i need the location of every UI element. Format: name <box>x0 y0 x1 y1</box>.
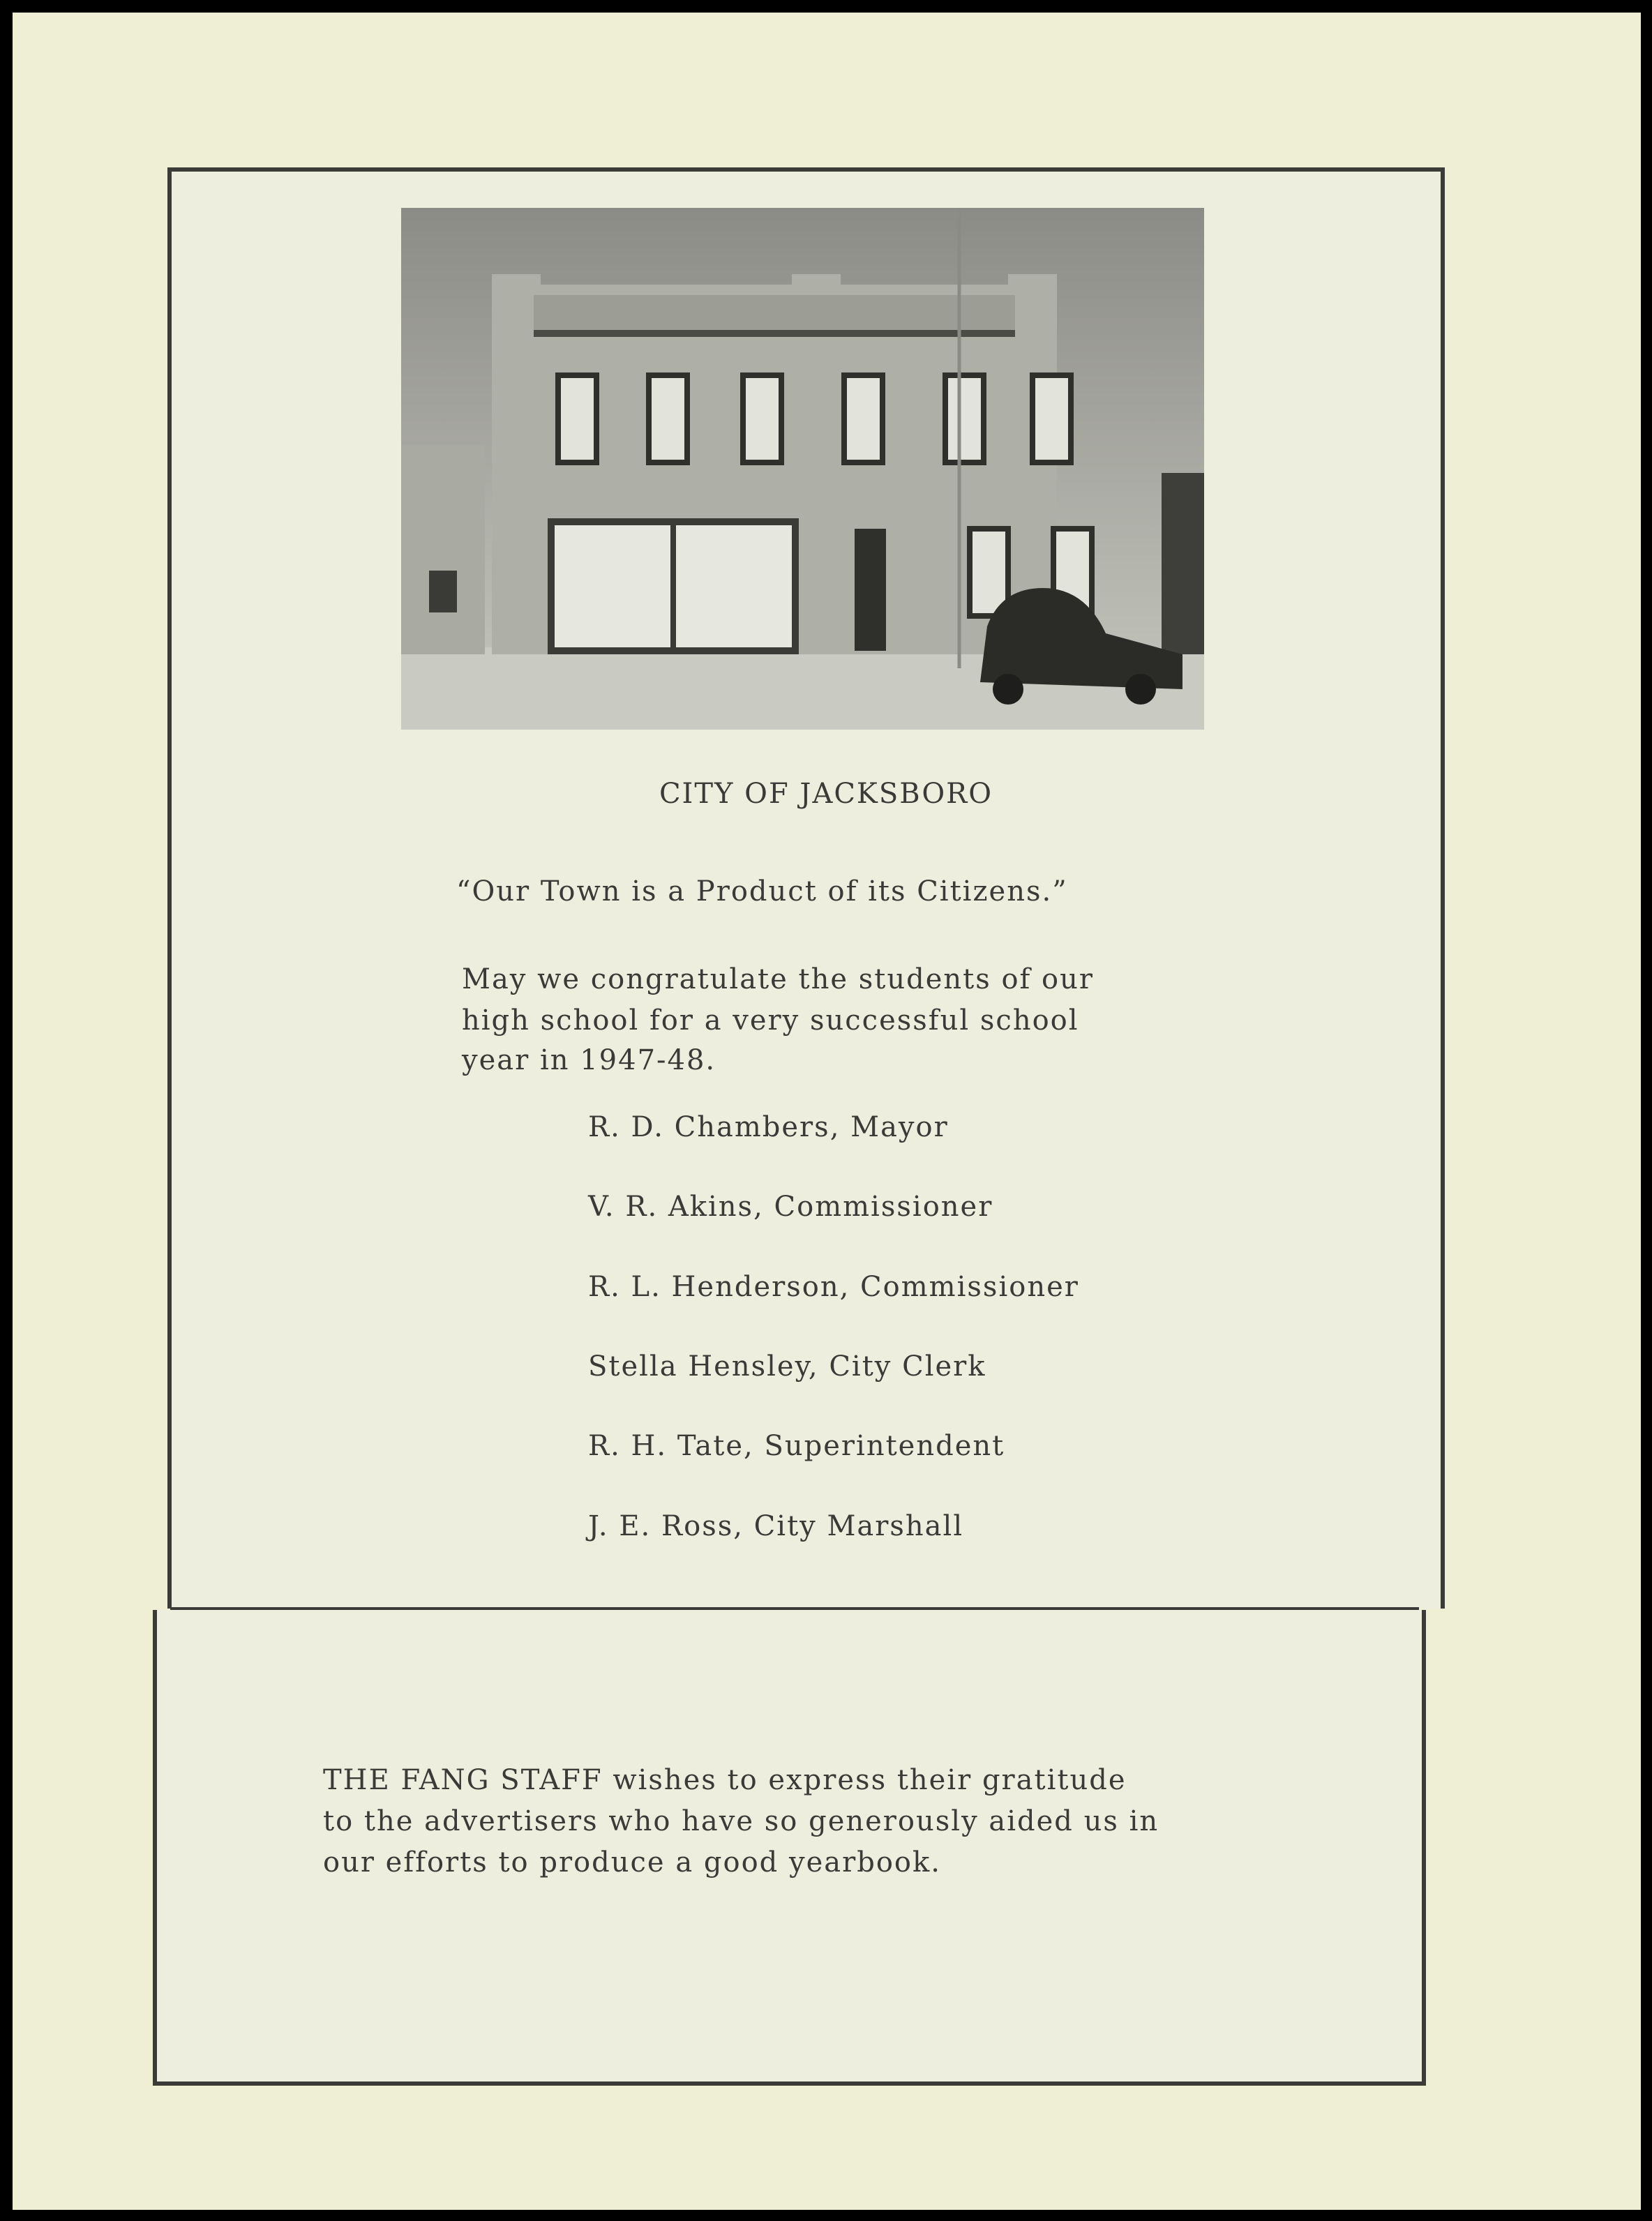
official-mayor: R. D. Chambers, Mayor <box>588 1111 949 1143</box>
official-superintendent: R. H. Tate, Superintendent <box>588 1430 1005 1462</box>
motto: “Our Town is a Product of its Citizens.” <box>456 875 1068 908</box>
city-hall-photo <box>401 208 1204 730</box>
official-commissioner: V. R. Akins, Commissioner <box>588 1191 993 1223</box>
official-commissioner: R. L. Henderson, Commissioner <box>588 1271 1079 1303</box>
page-title: CITY OF JACKSBORO <box>659 778 993 810</box>
gratitude-line: to the advertisers who have so generously aided us in <box>323 1805 1159 1837</box>
gratitude-line: our efforts to produce a good yearbook. <box>323 1846 941 1879</box>
official-city-clerk: Stella Hensley, City Clerk <box>588 1350 986 1383</box>
message-line: high school for a very successful school <box>462 1004 1079 1037</box>
message-line: May we congratulate the students of our <box>462 963 1095 995</box>
official-city-marshall: J. E. Ross, City Marshall <box>588 1510 964 1542</box>
gratitude-line: THE FANG STAFF wishes to express their gratitude <box>323 1764 1127 1796</box>
message-line: year in 1947-48. <box>462 1044 716 1076</box>
